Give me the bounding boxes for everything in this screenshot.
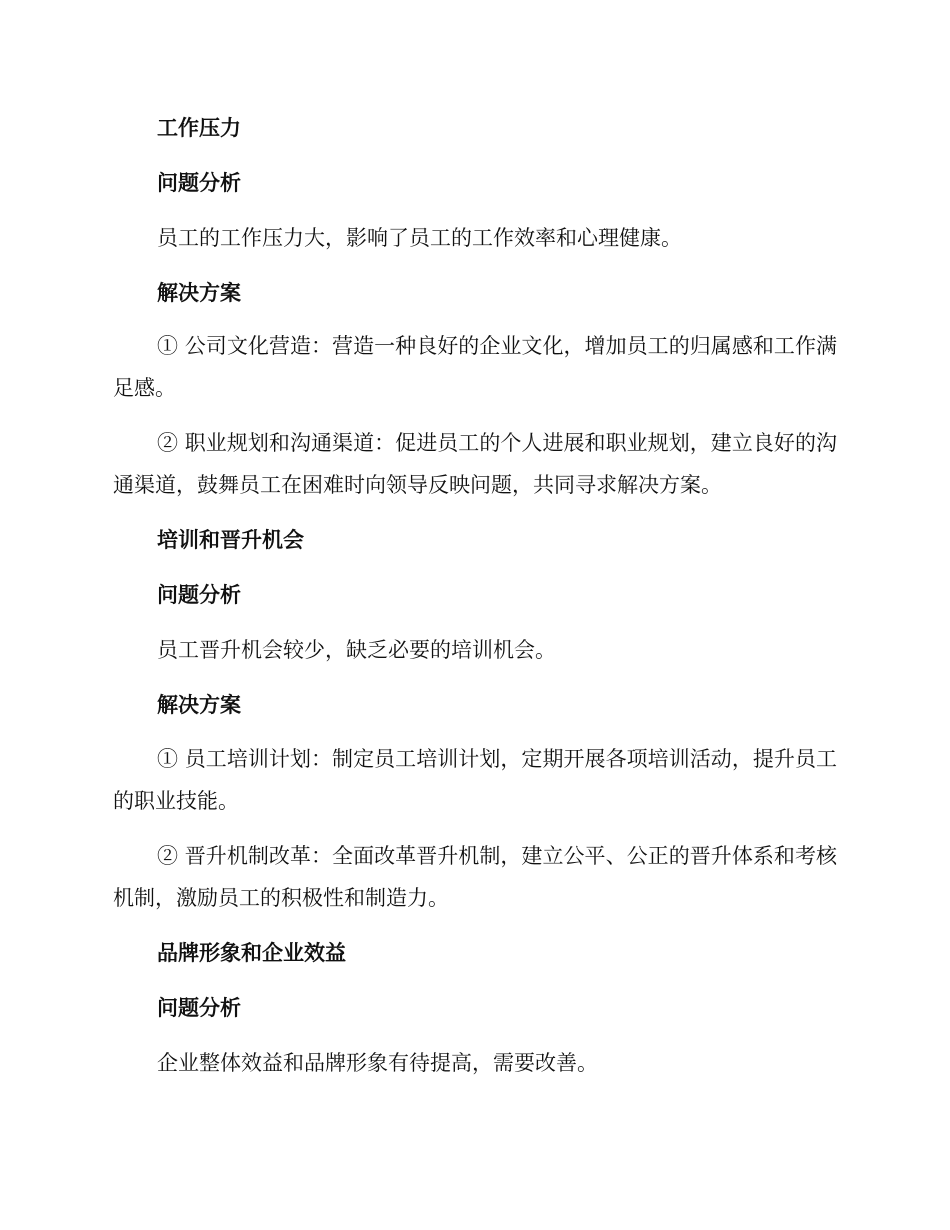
analysis-heading: 问题分析 bbox=[157, 171, 241, 195]
analysis-heading: 问题分析 bbox=[157, 583, 241, 607]
analysis-text: 员工的工作压力大，影响了员工的工作效率和心理健康。 bbox=[157, 226, 682, 250]
section-title: 培训和晋升机会 bbox=[157, 528, 304, 552]
analysis-text: 企业整体效益和品牌形象有待提高，需要改善。 bbox=[157, 1051, 598, 1075]
solution-item: ② 职业规划和沟通渠道：促进员工的个人进展和职业规划，建立良好的沟通渠道，鼓舞员工在困难时向领导反映问题，共同寻求解决方案。 bbox=[113, 431, 837, 497]
solution-heading: 解决方案 bbox=[157, 693, 241, 717]
solution-item: ① 员工培训计划：制定员工培训计划，定期开展各项培训活动，提升员工的职业技能。 bbox=[113, 747, 837, 813]
section-title: 品牌形象和企业效益 bbox=[157, 941, 346, 965]
analysis-text: 员工晋升机会较少，缺乏必要的培训机会。 bbox=[157, 638, 556, 662]
analysis-heading: 问题分析 bbox=[157, 996, 241, 1020]
solution-item: ② 晋升机制改革：全面改革晋升机制，建立公平、公正的晋升体系和考核机制，激励员工的积极性和制造力。 bbox=[113, 844, 837, 910]
section-title: 工作压力 bbox=[157, 116, 241, 140]
solution-heading: 解决方案 bbox=[157, 281, 241, 305]
solution-item: ① 公司文化营造：营造一种良好的企业文化，增加员工的归属感和工作满足感。 bbox=[113, 334, 837, 400]
